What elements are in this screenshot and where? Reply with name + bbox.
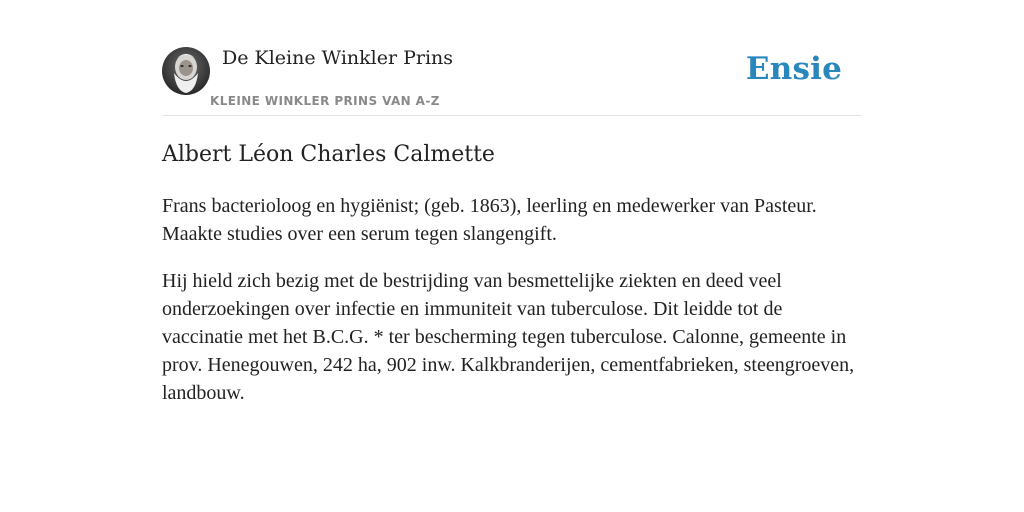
source-subtitle: KLEINE WINKLER PRINS VAN A-Z [210,94,440,108]
author-name[interactable]: De Kleine Winkler Prins [222,47,454,69]
article-body [162,192,862,426]
header [162,0,862,116]
brand-logo-link[interactable]: Ensie [745,51,842,87]
article-paragraph: Hij hield zich bezig met de bestrijding van besmettelijke ziekten en deed veel onderzoekingen over infectie en immuniteit van tuberculose. Dit leidde tot de vaccinatie met het B.C.G. * ter bescherming tegen tuberculose. Calonne, gemeente in prov. Henegouwen, 242 ha, 902 inw. Kalkbranderijen, cementfabrieken, steengroeven, landbouw. [162,270,855,404]
article-title: Albert Léon Charles Calmette [162,142,495,167]
article-paragraph: Frans bacterioloog en hygiënist; (geb. 1863), leerling en medewerker van Pasteur. Maakte studies over een serum tegen slangengift. [162,195,817,245]
page [162,0,862,512]
author-avatar-icon[interactable] [162,47,210,95]
